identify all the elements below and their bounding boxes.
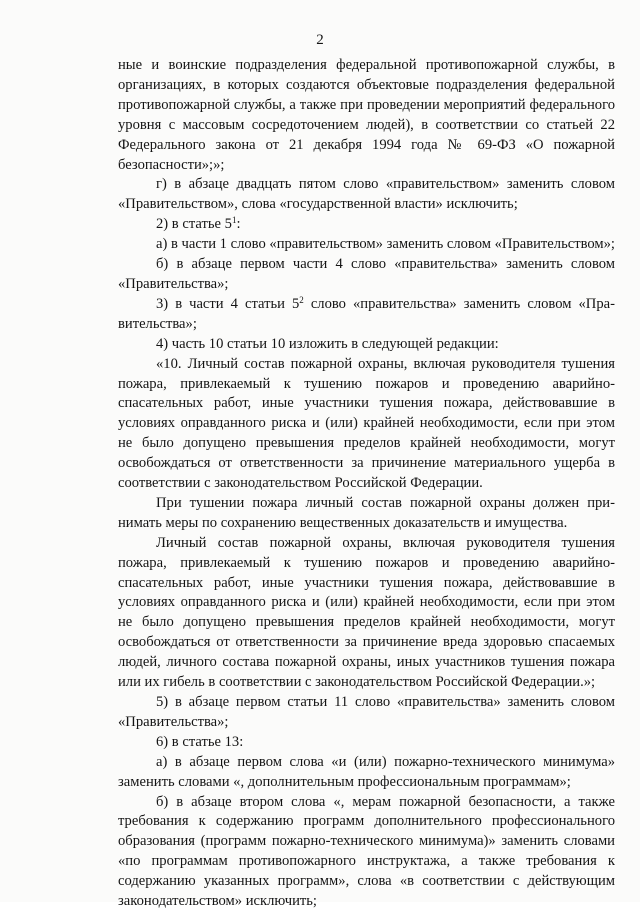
- paragraph-item-6a: а) в абзаце первом слова «и (или) пожарно-технического минимума» заменить словами «, дополнительным профессиональным программам»;: [118, 753, 615, 790]
- paragraph-item-6b: б) в абзаце втором слова «, мерам пожарной безопасности, а также требования к содержанию программ дополнительного профессионального образования (программ пожарно-технического минимума)» заменить словами «по программам противопожарного инструктажа, а также требования к содержанию указанных программ», слова «в соответствии с действующим законодательством» исключить;: [118, 793, 615, 910]
- paragraph-item-6: 6) в статье 13:: [156, 733, 244, 750]
- paragraph-item-3: [118, 295, 615, 335]
- paragraph-quote-liability: Личный состав пожарной охраны, включая руководителя тушения пожара, привлекаемый к тушению пожаров и проведению аварийно-спасательных работ, иные участники тушения пожара, действовавшие в условиях оправданного риска и (или) крайней необходимости, если при этом не было допущено превышения пределов крайней необходимости, могут освобождаться от ответственности за причинение вреда здоровью спасаемых людей, личного состава пожарной охраны, иных участников тушения пожара или их гибель в соответствии с законодательством Российской Федерации.»;: [118, 534, 615, 691]
- paragraph-item-2-text: 2) в статье 5: [156, 216, 232, 233]
- paragraph-item-5: 5) в абзаце первом статьи 11 слово «правительства» заменить словом «Правительства»;: [118, 694, 615, 730]
- paragraph-item-3-text: 3) в части 4 статьи 5: [156, 295, 300, 312]
- paragraph-item-2-tail: :: [236, 216, 241, 233]
- paragraph-quote-10: «10. Личный состав пожарной охраны, включая руководителя тушения пожара, привлекаемый к тушению пожаров и проведению аварийно-спасательных работ, иные участники тушения пожара, действовавшие в условиях оправданного риска и (или) крайней необходимости, если при этом не было допущено превышения пределов крайней необходимости, могут освобождаться от ответственности за причинение материального ущерба в соответствии с законодательством Российской Федерации.: [118, 355, 615, 492]
- superscript-1: 1: [231, 215, 237, 226]
- document-body: [118, 56, 615, 912]
- paragraph-item-g: г) в абзаце двадцать пятом слово «правительством» заменить словом «Правительством», слова «государственной власти» исключить;: [118, 176, 615, 213]
- page-number: 2: [316, 32, 324, 48]
- paragraph-item-2: [118, 215, 615, 235]
- paragraph-item-3-tail: слово «правительства» заменить словом «Правительства»;: [118, 295, 615, 332]
- superscript-2: 2: [299, 294, 304, 305]
- paragraph-item-2b: б) в абзаце первом части 4 слово «правительства» заменить словом «Правительства»;: [118, 256, 615, 292]
- paragraph-item-4: 4) часть 10 статьи 10 изложить в следующей редакции:: [156, 335, 499, 352]
- paragraph-continuation: ные и воинские подразделения федеральной противопожарной службы, в организациях, в которых создаются объектовые подразделения федеральной противопожарной службы, а также при проведении мероприятий федерального уровня с массовым сосредоточением людей), в соответствии со статьей 22 Федерального закона от 21 декабря 1994 года № 69-ФЗ «О пожарной безопасности»;»;: [118, 57, 615, 173]
- paragraph-item-2a: а) в части 1 слово «правительством» заменить словом «Правительством»;: [156, 236, 615, 253]
- paragraph-quote-evidence: При тушении пожара личный состав пожарной охраны должен принимать меры по сохранению вещественных доказательств и имущества.: [118, 494, 615, 531]
